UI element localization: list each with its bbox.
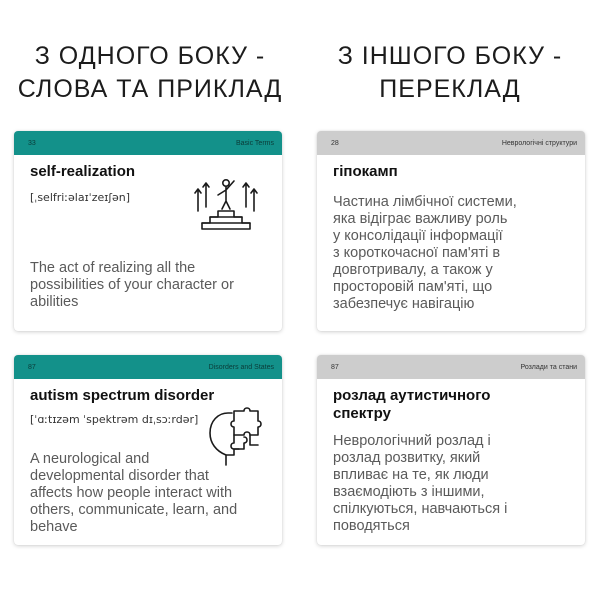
right-heading	[300, 40, 600, 106]
definition-line: просторовій пам'яті, що	[333, 279, 493, 295]
card-header-band	[14, 131, 282, 155]
definition-line: забезпечує навігацію	[333, 296, 475, 312]
definition-line: The act of realizing all the	[30, 260, 196, 276]
card-category: Розлади та стани	[520, 363, 577, 371]
card-category: Неврологічні структури	[501, 139, 577, 147]
card-term: гіпокамп	[333, 163, 398, 180]
definition-line: поводяться	[333, 518, 410, 534]
definition-line: розлад розвитку, який	[333, 450, 481, 466]
definition-line: possibilities of your character or	[30, 277, 234, 293]
definition-line: behave	[30, 519, 78, 535]
definition-line: взаємодіють з іншими,	[333, 484, 485, 500]
definition-line: abilities	[30, 294, 79, 310]
card-definition	[30, 451, 237, 536]
definition-line: довготривалу, а також у	[333, 262, 493, 278]
card-number: 87	[28, 363, 36, 371]
card-number: 28	[331, 139, 339, 147]
definition-line: A neurological and	[30, 451, 150, 467]
definition-line: affects how people interact with	[30, 485, 233, 501]
definition-line: яка відіграє важливу роль	[333, 211, 508, 227]
card-term: autism spectrum disorder	[30, 387, 215, 404]
flashcard-self-realization	[14, 131, 282, 331]
left-heading	[0, 40, 300, 106]
left-heading-line-1: З ОДНОГО БОКУ -	[34, 42, 266, 70]
card-number: 33	[28, 139, 36, 147]
card-definition	[333, 194, 517, 313]
card-term	[333, 387, 490, 423]
card-number: 87	[331, 363, 339, 371]
definition-line: з короткочасної пам'яті в	[333, 245, 501, 261]
definition-line: Неврологічний розлад і	[333, 433, 491, 449]
person-climbing-steps-icon	[194, 175, 258, 237]
card-category: Basic Terms	[236, 139, 274, 147]
flashcard-autism-spectrum-disorder-uk	[317, 355, 585, 545]
card-term: self-realization	[30, 163, 136, 180]
flashcard-hippocampus	[317, 131, 585, 331]
card-header-band	[317, 355, 585, 379]
card-pronunciation: [ˌselfriːəlaɪˈzeɪʃən]	[30, 191, 131, 204]
card-category: Disorders and States	[208, 363, 274, 371]
term-line: спектру	[333, 405, 391, 422]
right-heading-line-1: З ІНШОГО БОКУ -	[337, 42, 563, 70]
card-header-band	[14, 355, 282, 379]
card-definition	[333, 433, 507, 535]
definition-line: developmental disorder that	[30, 468, 209, 484]
right-heading-line-2: ПЕРЕКЛАД	[379, 75, 521, 103]
definition-line: впливає на те, як люди	[333, 467, 489, 483]
definition-line: others, communicate, learn, and	[30, 502, 238, 518]
definition-line: спілкуються, навчаються і	[333, 501, 508, 517]
card-definition	[30, 260, 234, 311]
term-line: розлад аутистичного	[333, 387, 491, 404]
definition-line: Частина лімбічної системи,	[333, 194, 517, 210]
flashcard-autism-spectrum-disorder	[14, 355, 282, 545]
card-header-band	[317, 131, 585, 155]
card-pronunciation: [ˈɑːtɪzəm ˈspektrəm dɪˌsɔːrdər]	[30, 413, 199, 426]
left-heading-line-2: СЛОВА ТА ПРИКЛАД	[17, 75, 283, 103]
definition-line: у консолідації інформації	[333, 228, 503, 244]
